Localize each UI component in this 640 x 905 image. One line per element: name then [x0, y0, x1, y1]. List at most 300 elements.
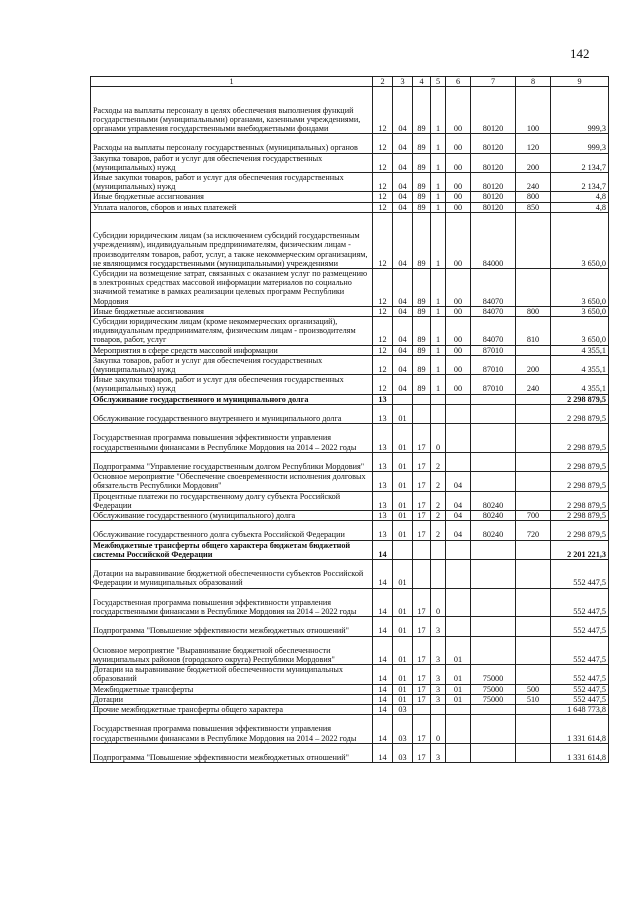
section-code: 12	[373, 317, 393, 346]
program-code: 17	[413, 636, 431, 665]
table-row	[91, 636, 609, 665]
direction-code: 80120	[471, 153, 516, 172]
expense-type-code	[516, 404, 551, 423]
subsection-code: 03	[393, 715, 413, 744]
amount-cell: 552 447,5	[551, 560, 609, 589]
subprogram-code: 1	[431, 269, 446, 307]
table-row	[91, 173, 609, 192]
direction-code: 80120	[471, 87, 516, 134]
row-description: Государственная программа повышения эффективности управления государственными финансами в Республике Мордовия на 2014 – 2022 годы	[91, 715, 373, 744]
amount-cell: 2 298 879,5	[551, 424, 609, 453]
activity-code: 04	[446, 521, 471, 540]
subprogram-code: 0	[431, 715, 446, 744]
program-code: 17	[413, 617, 431, 636]
activity-code	[446, 715, 471, 744]
subsection-code: 04	[393, 317, 413, 346]
row-description: Обслуживание государственного (муниципального) долга	[91, 511, 373, 521]
section-code: 14	[373, 694, 393, 704]
amount-cell: 552 447,5	[551, 684, 609, 694]
amount-cell: 2 298 879,5	[551, 452, 609, 471]
amount-cell: 1 648 773,8	[551, 705, 609, 715]
subsection-code: 01	[393, 491, 413, 510]
table-row	[91, 491, 609, 510]
amount-cell: 4 355,1	[551, 345, 609, 355]
subprogram-code: 3	[431, 665, 446, 684]
row-description: Субсидии юридическим лицам (кроме некоммерческих организаций), индивидуальным предпринимателям, физическим лицам - производителям товаров, работ, услуг	[91, 317, 373, 346]
program-code: 17	[413, 521, 431, 540]
activity-code	[446, 743, 471, 762]
row-description: Подпрограмма "Повышение эффективности межбюджетных отношений"	[91, 743, 373, 762]
subprogram-code: 3	[431, 684, 446, 694]
table-row	[91, 355, 609, 374]
direction-code: 87010	[471, 375, 516, 394]
direction-code: 84000	[471, 212, 516, 268]
direction-code: 75000	[471, 665, 516, 684]
table-row	[91, 472, 609, 491]
table-row	[91, 212, 609, 268]
activity-code	[446, 540, 471, 559]
subsection-code: 01	[393, 665, 413, 684]
subprogram-code	[431, 705, 446, 715]
section-code: 14	[373, 560, 393, 589]
section-code: 12	[373, 306, 393, 316]
expense-type-code: 700	[516, 511, 551, 521]
column-header: 6	[446, 77, 471, 87]
subsection-code: 01	[393, 636, 413, 665]
table-row	[91, 375, 609, 394]
row-description: Иные бюджетные ассигнования	[91, 192, 373, 202]
activity-code: 01	[446, 665, 471, 684]
table-row	[91, 153, 609, 172]
activity-code: 00	[446, 269, 471, 307]
expense-type-code: 240	[516, 173, 551, 192]
program-code: 17	[413, 588, 431, 617]
table-row	[91, 684, 609, 694]
subsection-code: 04	[393, 212, 413, 268]
program-code	[413, 540, 431, 559]
expense-type-code	[516, 665, 551, 684]
activity-code	[446, 452, 471, 471]
section-code: 13	[373, 511, 393, 521]
direction-code: 84070	[471, 306, 516, 316]
expense-type-code	[516, 472, 551, 491]
direction-code: 87010	[471, 355, 516, 374]
table-row	[91, 617, 609, 636]
table-row	[91, 306, 609, 316]
activity-code: 00	[446, 202, 471, 212]
expense-type-code: 200	[516, 153, 551, 172]
table-row	[91, 87, 609, 134]
program-code: 17	[413, 472, 431, 491]
program-code: 17	[413, 665, 431, 684]
table-row	[91, 665, 609, 684]
subsection-code	[393, 394, 413, 404]
section-code: 14	[373, 540, 393, 559]
amount-cell: 2 134,7	[551, 173, 609, 192]
subprogram-code: 1	[431, 306, 446, 316]
amount-cell: 4,8	[551, 202, 609, 212]
activity-code: 00	[446, 87, 471, 134]
program-code	[413, 394, 431, 404]
section-code: 14	[373, 588, 393, 617]
subprogram-code: 2	[431, 491, 446, 510]
activity-code	[446, 404, 471, 423]
direction-code	[471, 743, 516, 762]
subsection-code: 04	[393, 202, 413, 212]
row-description: Основное мероприятие "Обеспечение своевременности исполнения долговых обязательств Республики Мордовия"	[91, 472, 373, 491]
program-code: 17	[413, 424, 431, 453]
program-code: 89	[413, 317, 431, 346]
row-description: Процентные платежи по государственному долгу субъекта Российской Федерации	[91, 491, 373, 510]
subsection-code: 01	[393, 472, 413, 491]
column-header: 5	[431, 77, 446, 87]
subsection-code: 03	[393, 705, 413, 715]
activity-code	[446, 617, 471, 636]
table-row	[91, 404, 609, 423]
expense-type-code: 240	[516, 375, 551, 394]
expense-type-code	[516, 269, 551, 307]
expense-type-code: 100	[516, 87, 551, 134]
expense-type-code: 720	[516, 521, 551, 540]
table-row	[91, 202, 609, 212]
subprogram-code: 2	[431, 511, 446, 521]
amount-cell: 4,8	[551, 192, 609, 202]
program-code: 89	[413, 192, 431, 202]
table-row	[91, 424, 609, 453]
column-header: 4	[413, 77, 431, 87]
row-description: Дотации на выравнивание бюджетной обеспеченности субъектов Российской Федерации и муниципальных образований	[91, 560, 373, 589]
row-description: Межбюджетные трансферты общего характера бюджетам бюджетной системы Российской Федерации	[91, 540, 373, 559]
expense-type-code: 800	[516, 192, 551, 202]
amount-cell: 552 447,5	[551, 617, 609, 636]
section-code: 12	[373, 345, 393, 355]
activity-code: 00	[446, 212, 471, 268]
activity-code: 00	[446, 375, 471, 394]
subprogram-code: 1	[431, 202, 446, 212]
amount-cell: 552 447,5	[551, 636, 609, 665]
row-description: Расходы на выплаты персоналу в целях обеспечения выполнения функций государственными (муниципальными) органами, казенными учреждениями, органами управления государственными внебюджетными фондами	[91, 87, 373, 134]
table-row	[91, 560, 609, 589]
row-description: Подпрограмма "Повышение эффективности межбюджетных отношений"	[91, 617, 373, 636]
subsection-code: 04	[393, 87, 413, 134]
amount-cell: 4 355,1	[551, 355, 609, 374]
table-row	[91, 743, 609, 762]
subprogram-code: 1	[431, 317, 446, 346]
direction-code: 84070	[471, 317, 516, 346]
section-code: 13	[373, 521, 393, 540]
amount-cell: 552 447,5	[551, 665, 609, 684]
program-code: 89	[413, 269, 431, 307]
subsection-code: 01	[393, 588, 413, 617]
direction-code: 84070	[471, 269, 516, 307]
row-description: Дотации	[91, 694, 373, 704]
section-code: 14	[373, 705, 393, 715]
table-row	[91, 715, 609, 744]
direction-code: 80240	[471, 511, 516, 521]
program-code: 89	[413, 87, 431, 134]
amount-cell: 3 650,0	[551, 306, 609, 316]
activity-code: 00	[446, 134, 471, 153]
subsection-code: 04	[393, 192, 413, 202]
row-description: Обслуживание государственного и муниципального долга	[91, 394, 373, 404]
activity-code	[446, 588, 471, 617]
subprogram-code	[431, 404, 446, 423]
expense-type-code	[516, 715, 551, 744]
expense-type-code	[516, 560, 551, 589]
row-description: Иные бюджетные ассигнования	[91, 306, 373, 316]
section-code: 12	[373, 202, 393, 212]
direction-code: 80240	[471, 491, 516, 510]
section-code: 12	[373, 192, 393, 202]
expense-type-code: 120	[516, 134, 551, 153]
program-code: 17	[413, 743, 431, 762]
section-code: 13	[373, 452, 393, 471]
section-code: 14	[373, 617, 393, 636]
subsection-code: 01	[393, 684, 413, 694]
column-header: 3	[393, 77, 413, 87]
subprogram-code: 1	[431, 345, 446, 355]
row-description: Иные закупки товаров, работ и услуг для обеспечения государственных (муниципальных) нужд	[91, 375, 373, 394]
table-row	[91, 540, 609, 559]
section-code: 13	[373, 491, 393, 510]
subsection-code: 01	[393, 694, 413, 704]
section-code: 13	[373, 472, 393, 491]
activity-code: 01	[446, 636, 471, 665]
expense-type-code: 200	[516, 355, 551, 374]
table-row	[91, 521, 609, 540]
activity-code	[446, 560, 471, 589]
amount-cell: 2 134,7	[551, 153, 609, 172]
amount-cell: 1 331 614,8	[551, 715, 609, 744]
program-code: 89	[413, 306, 431, 316]
subprogram-code: 0	[431, 424, 446, 453]
row-description: Прочие межбюджетные трансферты общего характера	[91, 705, 373, 715]
direction-code	[471, 560, 516, 589]
program-code: 89	[413, 375, 431, 394]
activity-code: 04	[446, 472, 471, 491]
subsection-code: 01	[393, 560, 413, 589]
row-description: Государственная программа повышения эффективности управления государственными финансами в Республике Мордовия на 2014 – 2022 годы	[91, 424, 373, 453]
row-description: Межбюджетные трансферты	[91, 684, 373, 694]
expense-type-code	[516, 636, 551, 665]
subprogram-code: 1	[431, 212, 446, 268]
table-row	[91, 511, 609, 521]
subprogram-code: 3	[431, 743, 446, 762]
activity-code: 00	[446, 355, 471, 374]
direction-code: 75000	[471, 684, 516, 694]
direction-code	[471, 540, 516, 559]
program-code: 89	[413, 355, 431, 374]
activity-code: 01	[446, 684, 471, 694]
activity-code	[446, 705, 471, 715]
section-code: 12	[373, 153, 393, 172]
direction-code	[471, 636, 516, 665]
amount-cell: 2 298 879,5	[551, 511, 609, 521]
subsection-code: 01	[393, 452, 413, 471]
subprogram-code: 0	[431, 588, 446, 617]
section-code: 12	[373, 375, 393, 394]
subprogram-code: 1	[431, 173, 446, 192]
row-description: Обслуживание государственного долга субъекта Российской Федерации	[91, 521, 373, 540]
expense-type-code	[516, 345, 551, 355]
row-description: Мероприятия в сфере средств массовой информации	[91, 345, 373, 355]
table-row	[91, 345, 609, 355]
table-row	[91, 269, 609, 307]
column-header: 7	[471, 77, 516, 87]
program-code: 17	[413, 452, 431, 471]
amount-cell: 2 298 879,5	[551, 521, 609, 540]
subprogram-code: 3	[431, 617, 446, 636]
table-row	[91, 192, 609, 202]
section-code: 13	[373, 404, 393, 423]
section-code: 14	[373, 743, 393, 762]
subprogram-code: 1	[431, 355, 446, 374]
section-code: 12	[373, 87, 393, 134]
amount-cell: 3 650,0	[551, 269, 609, 307]
row-description: Государственная программа повышения эффективности управления государственными финансами в Республике Мордовия на 2014 – 2022 годы	[91, 588, 373, 617]
direction-code: 87010	[471, 345, 516, 355]
activity-code	[446, 424, 471, 453]
subsection-code: 01	[393, 424, 413, 453]
column-header: 8	[516, 77, 551, 87]
activity-code	[446, 394, 471, 404]
expense-type-code	[516, 743, 551, 762]
expense-type-code	[516, 588, 551, 617]
direction-code	[471, 472, 516, 491]
row-description: Подпрограмма "Управление государственным долгом Республики Мордовия"	[91, 452, 373, 471]
subprogram-code: 3	[431, 636, 446, 665]
direction-code	[471, 424, 516, 453]
section-code: 13	[373, 424, 393, 453]
direction-code	[471, 715, 516, 744]
section-code: 12	[373, 173, 393, 192]
row-description: Расходы на выплаты персоналу государственных (муниципальных) органов	[91, 134, 373, 153]
amount-cell: 2 298 879,5	[551, 472, 609, 491]
row-description: Обслуживание государственного внутреннего и муниципального долга	[91, 404, 373, 423]
subsection-code: 01	[393, 511, 413, 521]
row-description: Дотации на выравнивание бюджетной обеспеченности муниципальных образований	[91, 665, 373, 684]
subsection-code: 04	[393, 269, 413, 307]
amount-cell: 552 447,5	[551, 694, 609, 704]
direction-code	[471, 452, 516, 471]
amount-cell: 552 447,5	[551, 588, 609, 617]
table-header-row	[91, 77, 609, 87]
subprogram-code: 1	[431, 87, 446, 134]
subprogram-code: 2	[431, 452, 446, 471]
subsection-code: 04	[393, 306, 413, 316]
subsection-code: 01	[393, 521, 413, 540]
program-code	[413, 705, 431, 715]
table-row	[91, 134, 609, 153]
activity-code: 00	[446, 317, 471, 346]
expense-type-code	[516, 617, 551, 636]
expense-type-code	[516, 212, 551, 268]
section-code: 13	[373, 394, 393, 404]
direction-code	[471, 705, 516, 715]
program-code	[413, 404, 431, 423]
row-description: Субсидии юридическим лицам (за исключением субсидий государственным учреждениям), индивидуальным предпринимателям, физическим лицам - производителям товаров, работ, услуг, а также некоммерческим организациям, не являющимся государственными (муниципальными) учреждениями	[91, 212, 373, 268]
program-code: 89	[413, 202, 431, 212]
table-row	[91, 394, 609, 404]
subprogram-code: 1	[431, 153, 446, 172]
row-description: Иные закупки товаров, работ и услуг для обеспечения государственных (муниципальных) нужд	[91, 173, 373, 192]
table-row	[91, 705, 609, 715]
direction-code: 80240	[471, 521, 516, 540]
row-description: Субсидии на возмещение затрат, связанных с оказанием услуг по размещению в электронных средствах массовой информации материалов по социально значимой тематике в рамках реализации целевых программ Республики Мордовия	[91, 269, 373, 307]
program-code: 17	[413, 511, 431, 521]
expense-type-code: 500	[516, 684, 551, 694]
activity-code: 01	[446, 694, 471, 704]
direction-code: 80120	[471, 202, 516, 212]
table-row	[91, 317, 609, 346]
activity-code: 00	[446, 153, 471, 172]
amount-cell: 1 331 614,8	[551, 743, 609, 762]
direction-code: 80120	[471, 134, 516, 153]
section-code: 12	[373, 212, 393, 268]
expense-type-code	[516, 452, 551, 471]
amount-cell: 999,3	[551, 134, 609, 153]
activity-code: 00	[446, 306, 471, 316]
expense-type-code: 810	[516, 317, 551, 346]
column-header: 1	[91, 77, 373, 87]
program-code	[413, 560, 431, 589]
activity-code: 04	[446, 511, 471, 521]
expense-type-code	[516, 394, 551, 404]
subprogram-code: 1	[431, 192, 446, 202]
subprogram-code: 3	[431, 694, 446, 704]
direction-code	[471, 404, 516, 423]
direction-code	[471, 588, 516, 617]
activity-code: 04	[446, 491, 471, 510]
program-code: 17	[413, 715, 431, 744]
section-code: 12	[373, 355, 393, 374]
direction-code	[471, 617, 516, 636]
subprogram-code	[431, 540, 446, 559]
table-row	[91, 452, 609, 471]
subsection-code: 01	[393, 404, 413, 423]
direction-code: 75000	[471, 694, 516, 704]
subprogram-code: 1	[431, 134, 446, 153]
subsection-code: 01	[393, 617, 413, 636]
subsection-code: 04	[393, 355, 413, 374]
program-code: 89	[413, 345, 431, 355]
program-code: 17	[413, 491, 431, 510]
subsection-code: 04	[393, 134, 413, 153]
amount-cell: 3 650,0	[551, 317, 609, 346]
expense-type-code: 850	[516, 202, 551, 212]
direction-code	[471, 394, 516, 404]
section-code: 12	[373, 269, 393, 307]
amount-cell: 2 298 879,5	[551, 491, 609, 510]
subprogram-code	[431, 394, 446, 404]
subsection-code: 04	[393, 345, 413, 355]
activity-code: 00	[446, 345, 471, 355]
program-code: 89	[413, 153, 431, 172]
page-number: 142	[570, 46, 590, 61]
row-description: Уплата налогов, сборов и иных платежей	[91, 202, 373, 212]
direction-code: 80120	[471, 173, 516, 192]
budget-table	[90, 76, 609, 763]
subsection-code: 04	[393, 153, 413, 172]
column-header: 2	[373, 77, 393, 87]
amount-cell: 2 298 879,5	[551, 394, 609, 404]
section-code: 14	[373, 665, 393, 684]
subprogram-code: 2	[431, 521, 446, 540]
program-code: 17	[413, 684, 431, 694]
subprogram-code: 1	[431, 375, 446, 394]
expense-type-code	[516, 491, 551, 510]
row-description: Закупка товаров, работ и услуг для обеспечения государственных (муниципальных) нужд	[91, 355, 373, 374]
